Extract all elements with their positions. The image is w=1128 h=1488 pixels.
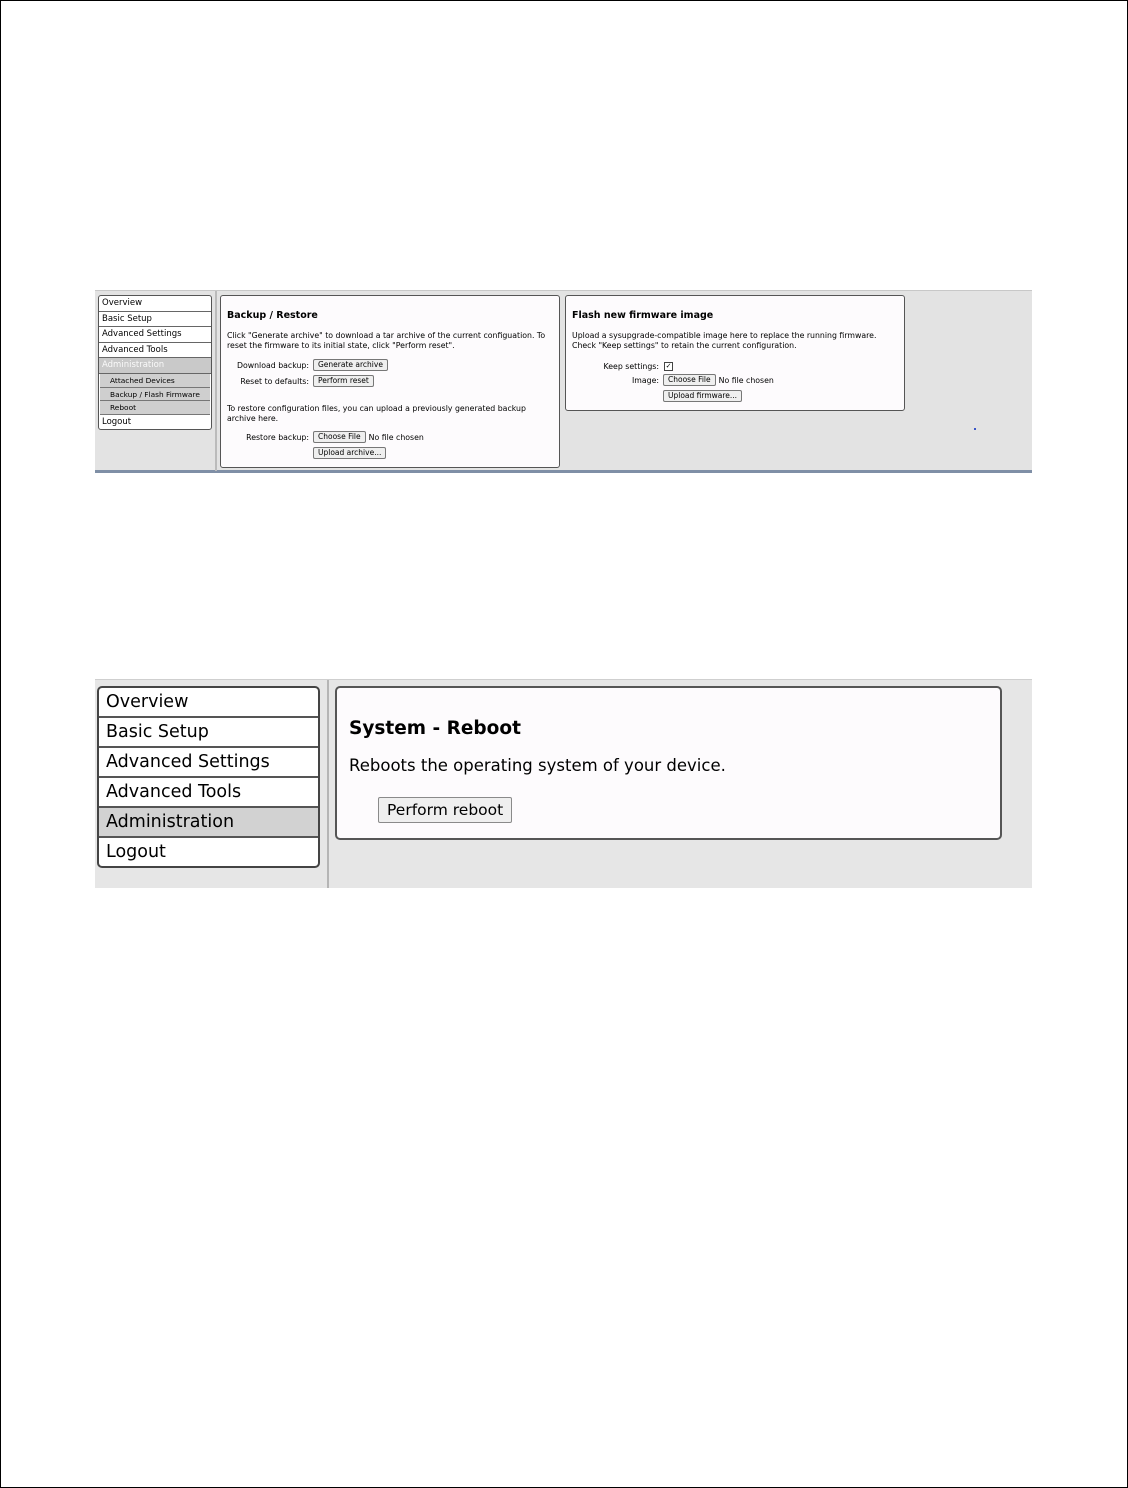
flash-description: Upload a sysupgrade-compatible image here to replace the running firmware. Check "Keep settings" to retain the current configuration. (572, 331, 877, 350)
reboot-screenshot (95, 679, 1032, 888)
reset-defaults-row (227, 375, 374, 387)
keep-settings-row (572, 360, 673, 372)
image-label: Image: (631, 375, 659, 385)
download-backup-label: Download backup: (236, 360, 309, 370)
flash-firmware-panel (565, 295, 905, 411)
system-reboot-panel (335, 686, 1002, 840)
restore-description: To restore configuration files, you can upload a previously generated backup archive here. (227, 404, 526, 423)
generate-archive-button[interactable]: Generate archive (313, 359, 388, 371)
sidebar-item-basic-setup[interactable]: Basic Setup (99, 718, 318, 748)
backup-description: Click "Generate archive" to download a tar archive of the current configuation. To reset the firmware to its initial state, click "Perform reset". (227, 331, 546, 350)
no-file-chosen-text: No file chosen (368, 432, 424, 442)
sidebar-item-administration[interactable]: Administration (99, 808, 318, 838)
sidebar-item-overview[interactable]: Overview (99, 688, 318, 718)
sidebar-subitem-backup-flash[interactable]: Backup / Flash Firmware (100, 388, 210, 402)
sidebar-menu-large (97, 686, 320, 868)
sidebar-item-overview[interactable]: Overview (99, 296, 211, 312)
sidebar-divider (327, 680, 329, 888)
sidebar-item-administration[interactable]: Administration (99, 358, 211, 374)
keep-settings-checkbox[interactable]: ✓ (665, 361, 672, 370)
sidebar-item-advanced-tools[interactable]: Advanced Tools (99, 343, 211, 359)
restore-backup-label: Restore backup: (246, 432, 309, 442)
choose-file-button[interactable]: Choose File (313, 431, 366, 443)
download-backup-row (227, 359, 388, 371)
sidebar-item-advanced-tools[interactable]: Advanced Tools (99, 778, 318, 808)
perform-reboot-button[interactable]: Perform reboot (378, 797, 512, 823)
sidebar-subitem-reboot[interactable]: Reboot (100, 401, 210, 415)
sidebar-menu (98, 295, 212, 430)
perform-reset-button[interactable]: Perform reset (313, 375, 374, 387)
upload-firmware-row (663, 390, 742, 402)
upload-archive-row (313, 447, 386, 459)
backup-restore-title: Backup / Restore (227, 310, 318, 321)
sidebar-item-basic-setup[interactable]: Basic Setup (99, 312, 211, 328)
upload-firmware-button[interactable]: Upload firmware... (663, 390, 742, 402)
sidebar-item-advanced-settings[interactable]: Advanced Settings (99, 748, 318, 778)
backup-restore-panel (220, 295, 560, 468)
upload-archive-button[interactable]: Upload archive... (313, 447, 386, 459)
sidebar-item-logout[interactable]: Logout (106, 842, 166, 862)
restore-backup-row (227, 431, 424, 443)
stray-dot (974, 428, 976, 430)
image-row (572, 374, 774, 386)
sidebar-divider (215, 291, 217, 471)
choose-image-button[interactable]: Choose File (663, 374, 716, 386)
sidebar-item-advanced-settings[interactable]: Advanced Settings (99, 327, 211, 343)
keep-settings-label: Keep settings: (603, 361, 659, 371)
reboot-description: Reboots the operating system of your device. (349, 756, 726, 775)
flash-firmware-title: Flash new firmware image (572, 310, 714, 321)
reset-defaults-label: Reset to defaults: (240, 376, 309, 386)
backup-flash-screenshot (95, 290, 1032, 473)
sidebar-subitem-attached-devices[interactable]: Attached Devices (100, 374, 210, 388)
no-image-chosen-text: No file chosen (718, 375, 774, 385)
system-reboot-title: System - Reboot (349, 718, 521, 739)
sidebar-item-logout[interactable]: Logout (102, 416, 132, 427)
